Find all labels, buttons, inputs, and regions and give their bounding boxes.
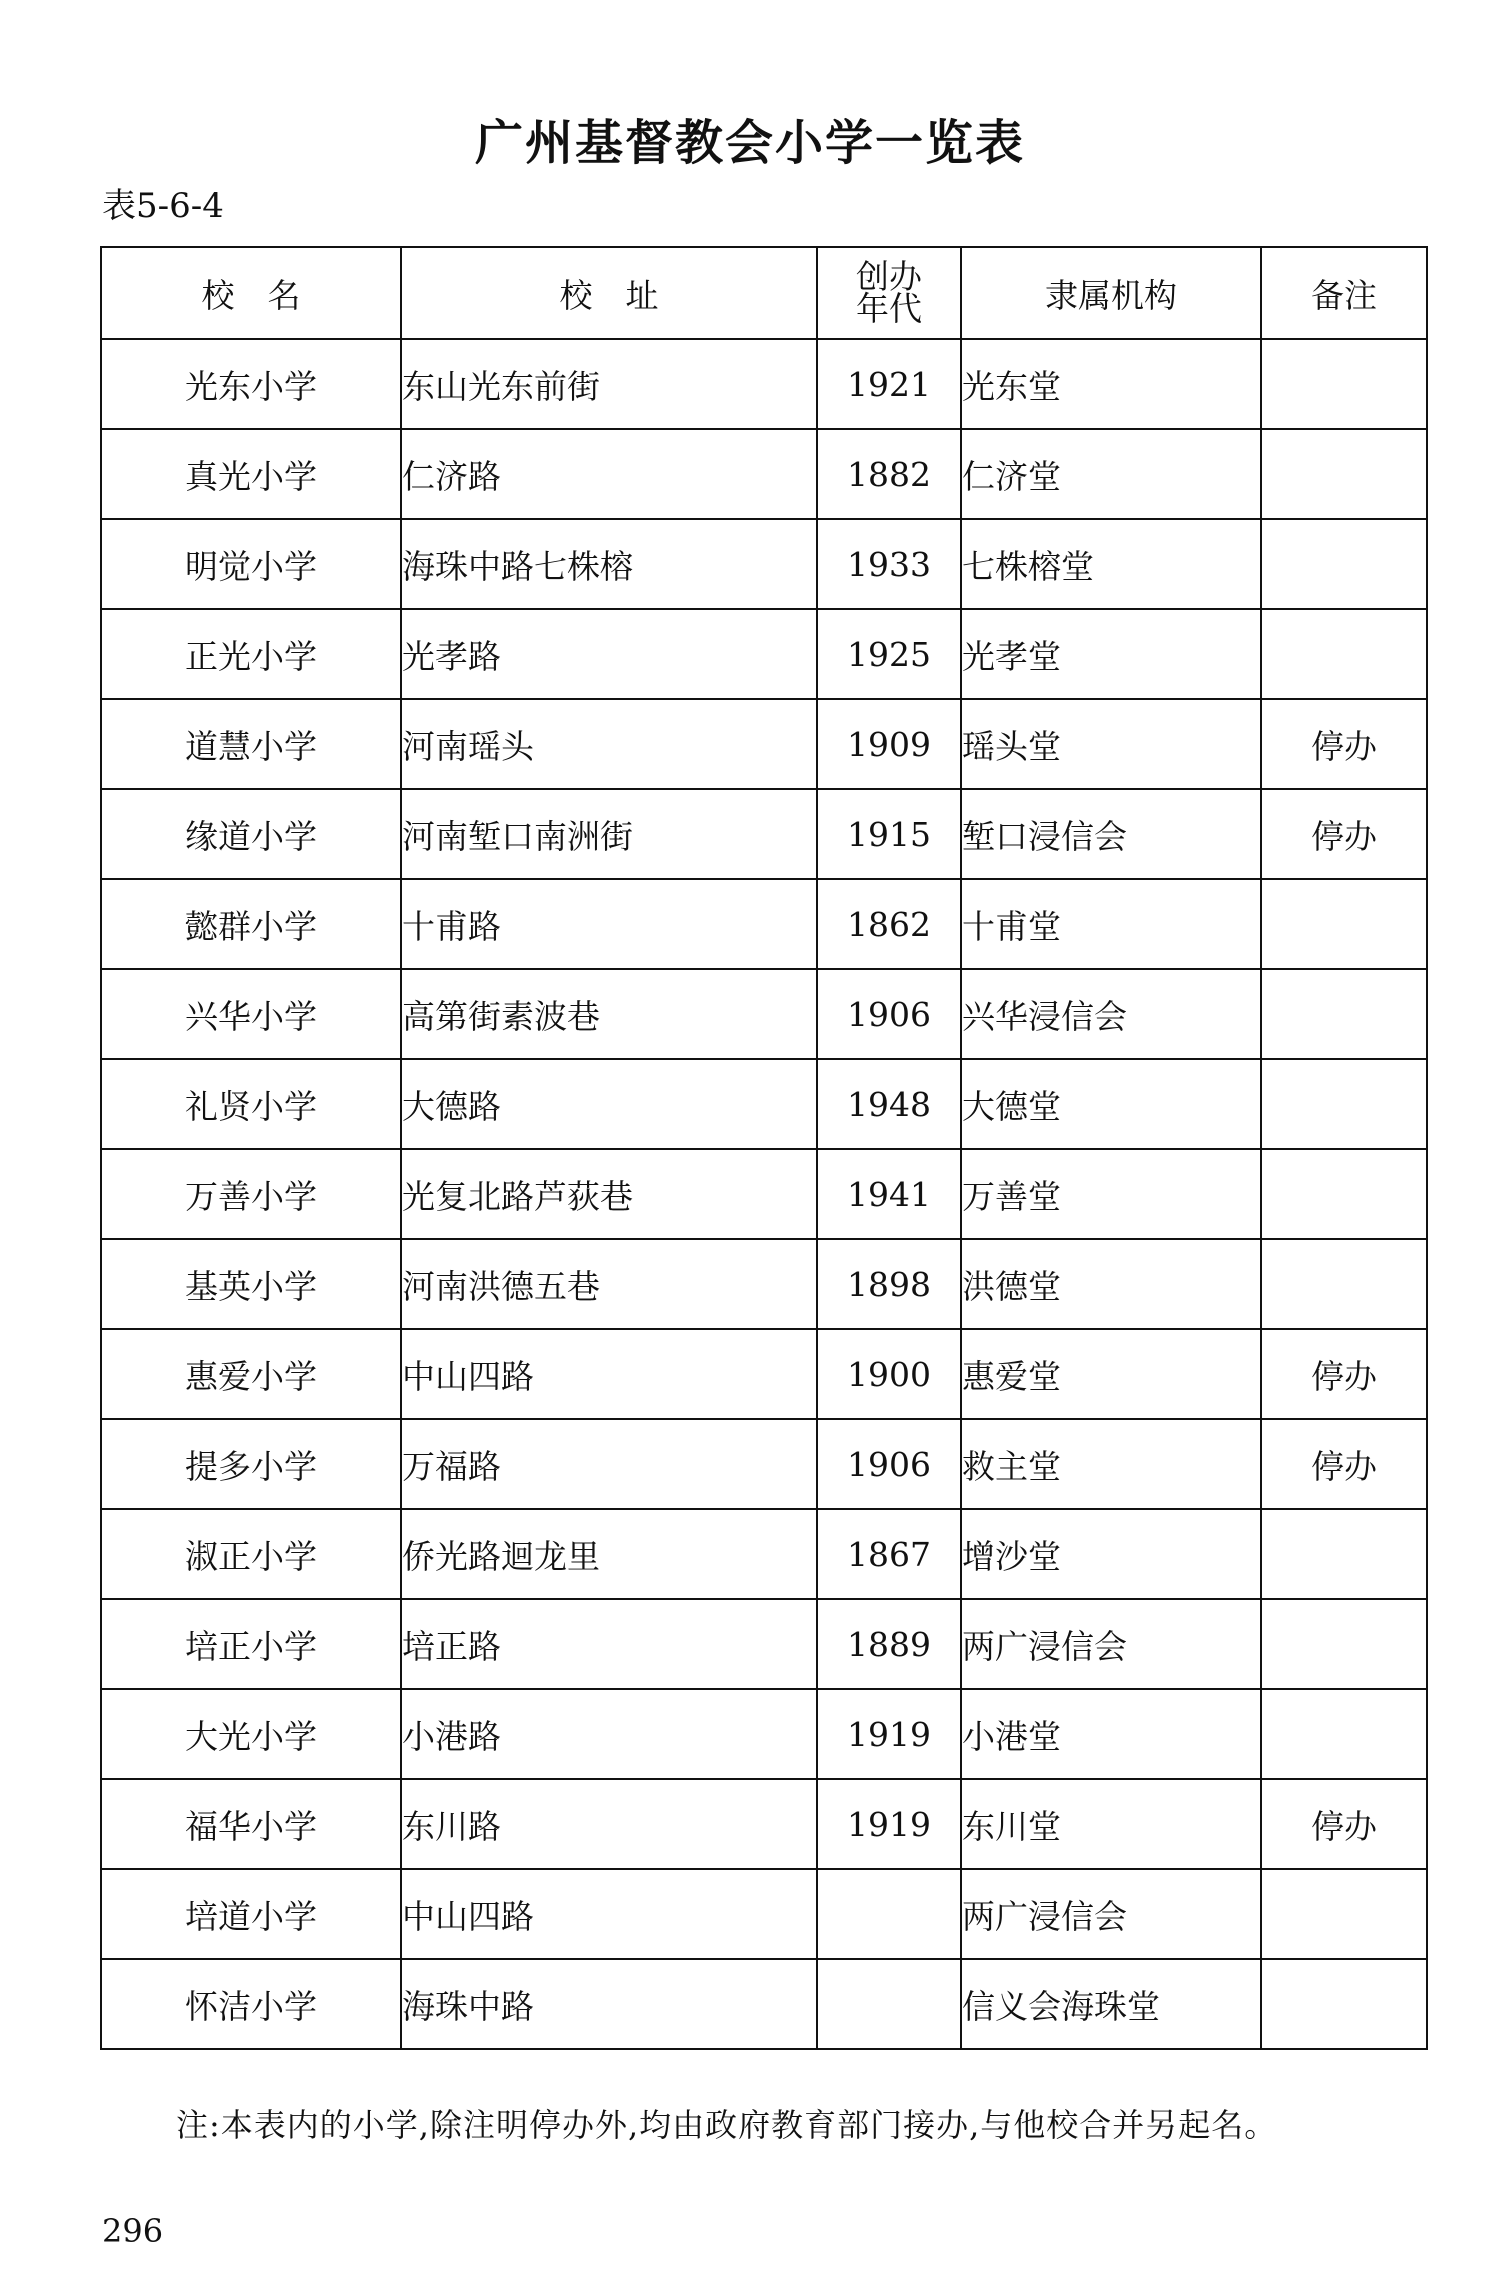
school-name-cell: 淑正小学 (101, 1509, 401, 1599)
school-address-cell: 海珠中路 (401, 1959, 817, 2049)
founded-year-cell: 1898 (817, 1239, 961, 1329)
note-cell (1261, 1869, 1427, 1959)
school-address-cell: 大德路 (401, 1059, 817, 1149)
school-name-cell: 福华小学 (101, 1779, 401, 1869)
school-address-cell: 河南堑口南洲街 (401, 789, 817, 879)
founded-year-cell: 1933 (817, 519, 961, 609)
founded-year-cell: 1906 (817, 969, 961, 1059)
affiliated-org-cell: 小港堂 (961, 1689, 1261, 1779)
founded-year-cell: 1889 (817, 1599, 961, 1689)
school-address-cell: 万福路 (401, 1419, 817, 1509)
note-cell (1261, 1509, 1427, 1599)
school-address-cell: 高第街素波巷 (401, 969, 817, 1059)
school-name-cell: 道慧小学 (101, 699, 401, 789)
founded-year-cell: 1948 (817, 1059, 961, 1149)
school-address-cell: 仁济路 (401, 429, 817, 519)
note-cell (1261, 1689, 1427, 1779)
affiliated-org-cell: 万善堂 (961, 1149, 1261, 1239)
table-row (101, 429, 1427, 519)
footnote: 注:本表内的小学,除注明停办外,均由政府教育部门接办,与他校合并另起名。 (176, 2106, 1278, 2144)
table-body (101, 339, 1427, 2049)
header-address: 校 址 (401, 247, 817, 339)
affiliated-org-cell: 兴华浸信会 (961, 969, 1261, 1059)
note-cell: 停办 (1261, 1779, 1427, 1869)
table-row (101, 1419, 1427, 1509)
affiliated-org-cell: 光东堂 (961, 339, 1261, 429)
table-row (101, 1149, 1427, 1239)
table-row (101, 1869, 1427, 1959)
founded-year-cell (817, 1869, 961, 1959)
school-name-cell: 惠爱小学 (101, 1329, 401, 1419)
schools-table (100, 246, 1428, 2050)
note-cell (1261, 609, 1427, 699)
note-cell (1261, 969, 1427, 1059)
school-name-cell: 缘道小学 (101, 789, 401, 879)
table-row (101, 1329, 1427, 1419)
affiliated-org-cell: 七株榕堂 (961, 519, 1261, 609)
founded-year-cell: 1862 (817, 879, 961, 969)
table-row (101, 1689, 1427, 1779)
school-address-cell: 培正路 (401, 1599, 817, 1689)
table-row (101, 879, 1427, 969)
table-row (101, 1239, 1427, 1329)
header-year-line2: 年代 (856, 289, 922, 328)
table-row (101, 969, 1427, 1059)
note-cell (1261, 879, 1427, 969)
school-name-cell: 培正小学 (101, 1599, 401, 1689)
school-name-cell: 怀洁小学 (101, 1959, 401, 2049)
affiliated-org-cell: 增沙堂 (961, 1509, 1261, 1599)
note-cell (1261, 1959, 1427, 2049)
table-row (101, 1599, 1427, 1689)
school-name-cell: 礼贤小学 (101, 1059, 401, 1149)
school-name-cell: 光东小学 (101, 339, 401, 429)
school-address-cell: 光孝路 (401, 609, 817, 699)
note-cell: 停办 (1261, 1329, 1427, 1419)
school-address-cell: 侨光路迴龙里 (401, 1509, 817, 1599)
school-address-cell: 河南洪德五巷 (401, 1239, 817, 1329)
school-name-cell: 基英小学 (101, 1239, 401, 1329)
header-year (817, 247, 961, 339)
table-row (101, 609, 1427, 699)
affiliated-org-cell: 洪德堂 (961, 1239, 1261, 1329)
school-address-cell: 中山四路 (401, 1869, 817, 1959)
school-address-cell: 河南瑶头 (401, 699, 817, 789)
affiliated-org-cell: 惠爱堂 (961, 1329, 1261, 1419)
founded-year-cell: 1941 (817, 1149, 961, 1239)
school-name-cell: 万善小学 (101, 1149, 401, 1239)
affiliated-org-cell: 仁济堂 (961, 429, 1261, 519)
affiliated-org-cell: 信义会海珠堂 (961, 1959, 1261, 2049)
note-cell: 停办 (1261, 1419, 1427, 1509)
table-label: 表5-6-4 (102, 186, 224, 226)
affiliated-org-cell: 堑口浸信会 (961, 789, 1261, 879)
table-row (101, 1509, 1427, 1599)
table-row (101, 699, 1427, 789)
founded-year-cell: 1925 (817, 609, 961, 699)
affiliated-org-cell: 大德堂 (961, 1059, 1261, 1149)
affiliated-org-cell: 两广浸信会 (961, 1869, 1261, 1959)
note-cell (1261, 339, 1427, 429)
header-org: 隶属机构 (961, 247, 1261, 339)
note-cell (1261, 1599, 1427, 1689)
founded-year-cell: 1921 (817, 339, 961, 429)
founded-year-cell: 1867 (817, 1509, 961, 1599)
note-cell (1261, 519, 1427, 609)
school-address-cell: 中山四路 (401, 1329, 817, 1419)
affiliated-org-cell: 十甫堂 (961, 879, 1261, 969)
page-number: 296 (102, 2212, 164, 2250)
affiliated-org-cell: 东川堂 (961, 1779, 1261, 1869)
school-name-cell: 懿群小学 (101, 879, 401, 969)
founded-year-cell: 1900 (817, 1329, 961, 1419)
school-address-cell: 小港路 (401, 1689, 817, 1779)
header-year-line1: 创办 (856, 257, 922, 296)
affiliated-org-cell: 光孝堂 (961, 609, 1261, 699)
table-row (101, 1059, 1427, 1149)
school-address-cell: 东川路 (401, 1779, 817, 1869)
school-name-cell: 明觉小学 (101, 519, 401, 609)
school-name-cell: 培道小学 (101, 1869, 401, 1959)
school-name-cell: 正光小学 (101, 609, 401, 699)
school-name-cell: 大光小学 (101, 1689, 401, 1779)
affiliated-org-cell: 救主堂 (961, 1419, 1261, 1509)
note-cell (1261, 1149, 1427, 1239)
note-cell (1261, 1239, 1427, 1329)
note-cell: 停办 (1261, 789, 1427, 879)
table-header-row (101, 247, 1427, 339)
school-name-cell: 真光小学 (101, 429, 401, 519)
table-row (101, 339, 1427, 429)
school-name-cell: 提多小学 (101, 1419, 401, 1509)
note-cell (1261, 429, 1427, 519)
affiliated-org-cell: 两广浸信会 (961, 1599, 1261, 1689)
school-address-cell: 海珠中路七株榕 (401, 519, 817, 609)
table-row (101, 789, 1427, 879)
header-name: 校 名 (101, 247, 401, 339)
school-address-cell: 东山光东前街 (401, 339, 817, 429)
school-address-cell: 光复北路芦荻巷 (401, 1149, 817, 1239)
founded-year-cell: 1919 (817, 1689, 961, 1779)
founded-year-cell: 1915 (817, 789, 961, 879)
founded-year-cell (817, 1959, 961, 2049)
note-cell: 停办 (1261, 699, 1427, 789)
table-row (101, 1779, 1427, 1869)
table-row (101, 519, 1427, 609)
founded-year-cell: 1906 (817, 1419, 961, 1509)
founded-year-cell: 1919 (817, 1779, 961, 1869)
header-note: 备注 (1261, 247, 1427, 339)
table-row (101, 1959, 1427, 2049)
page-title: 广州基督教会小学一览表 (474, 115, 1025, 171)
school-address-cell: 十甫路 (401, 879, 817, 969)
affiliated-org-cell: 瑶头堂 (961, 699, 1261, 789)
founded-year-cell: 1909 (817, 699, 961, 789)
school-name-cell: 兴华小学 (101, 969, 401, 1059)
founded-year-cell: 1882 (817, 429, 961, 519)
note-cell (1261, 1059, 1427, 1149)
